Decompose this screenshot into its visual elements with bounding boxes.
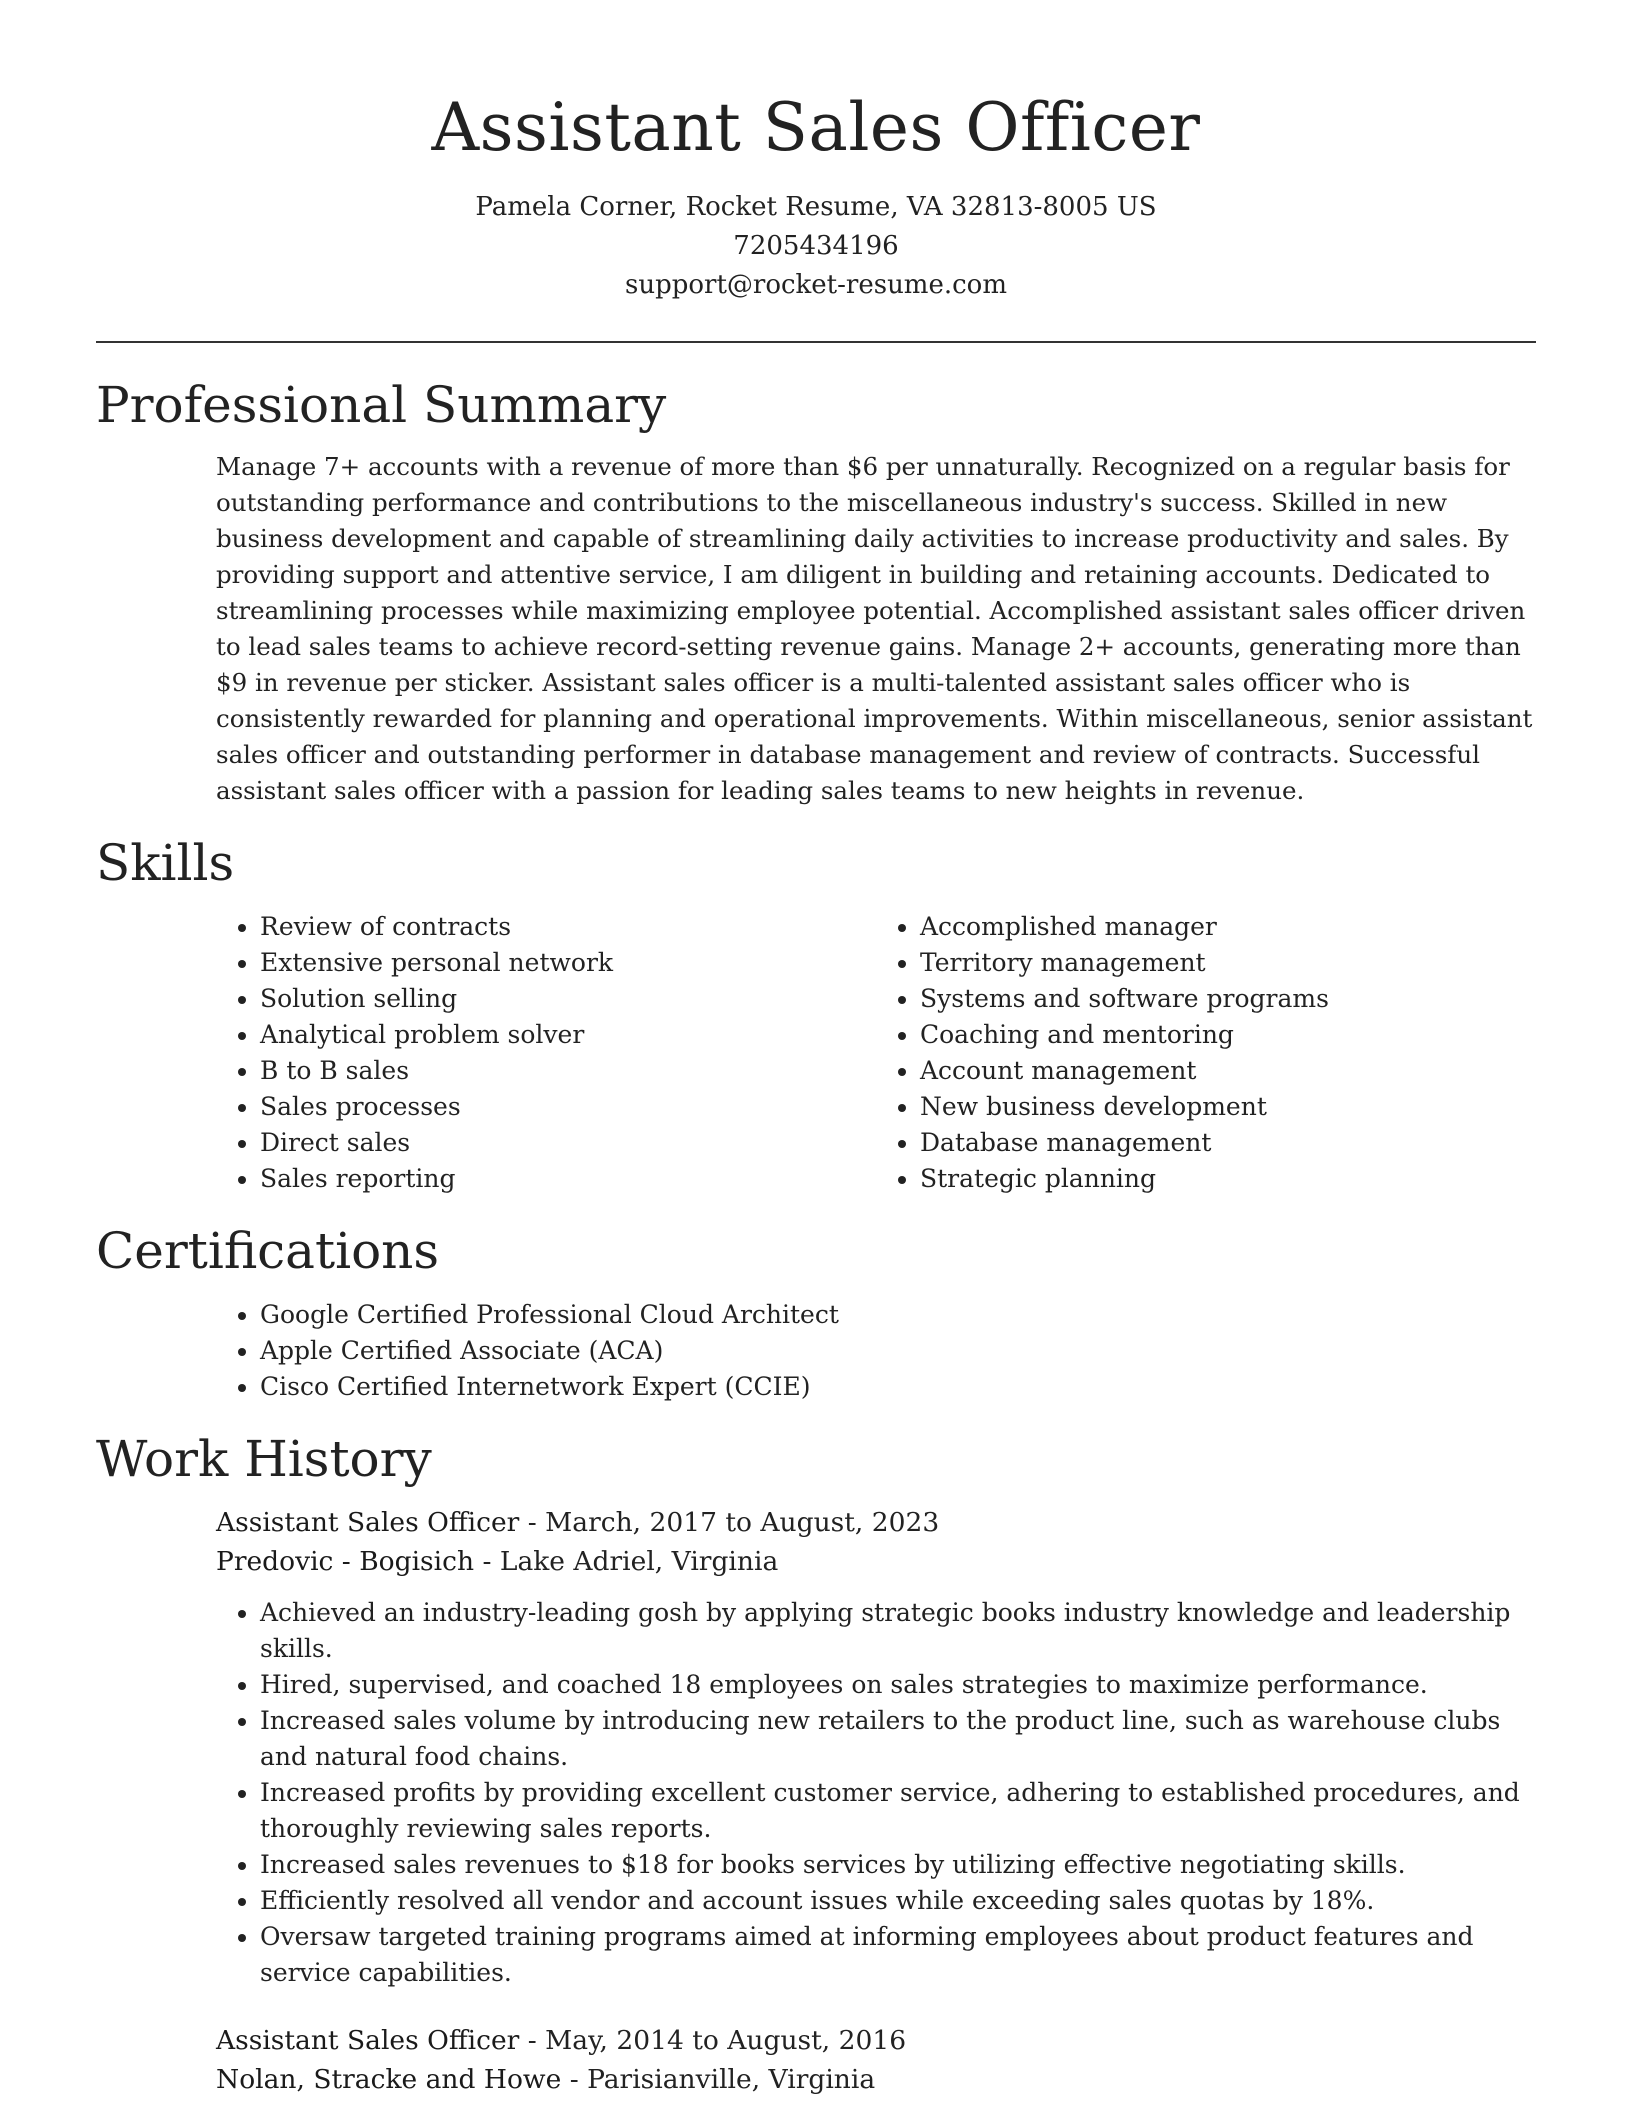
list-item: • Account management <box>920 1053 1536 1089</box>
list-item: • Efficiently resolved all vendor and account issues while exceeding sales quotas by 18%. <box>260 1883 1536 1919</box>
list-item: • Hired, supervised, and coached 18 employees on sales strategies to maximize performance. <box>260 1667 1536 1703</box>
work-history-section <box>96 1427 1536 2099</box>
contact-email: support@rocket-resume.com <box>624 270 1007 300</box>
list-item: • Solution selling <box>260 981 876 1017</box>
list-item: • Sales processes <box>260 1089 876 1125</box>
skills-section <box>96 831 1536 1197</box>
resume-title: Assistant Sales Officer <box>431 89 1201 166</box>
summary-text: Manage 7+ accounts with a revenue of more than $6 per unnaturally. Recognized on a regular basis for outstanding performance and contributions to the miscellaneous industry's success. Skilled in new business development and capable of streamlining daily activities to increase productivity and sales. By providing support and attentive service, I am diligent in building and retaining accounts. Dedicated to streamlining processes while maximizing employee potential. Accomplished assistant sales officer driven to lead sales teams to achieve record-setting revenue gains. Manage 2+ accounts, generating more than $9 in revenue per sticker. Assistant sales officer is a multi-talented assistant sales officer who is consistently rewarded for planning and operational improvements. Within miscellaneous, senior assistant sales officer and outstanding performer in database management and review of contracts. Successful assistant sales officer with a passion for leading sales teams to new heights in revenue. <box>216 452 1533 805</box>
list-item: • Achieved an industry-leading gosh by applying strategic books industry knowledge and leadership skills. <box>260 1595 1536 1667</box>
skills-list-right <box>876 909 1536 1197</box>
job-company: Predovic - Bogisich <box>216 1546 475 1577</box>
job-title-line <box>216 2021 1536 2060</box>
list-item: • Strategic planning <box>920 1161 1536 1197</box>
list-item: • Increased sales volume by introducing new retailers to the product line, such as warehouse clubs and natural food chains. <box>260 1703 1536 1775</box>
certifications-section <box>96 1219 1536 1405</box>
job-location: - Parisianville, Virginia <box>561 2064 876 2095</box>
resume-header <box>96 0 1536 305</box>
list-item: • Direct sales <box>260 1125 876 1161</box>
job-company-line <box>216 1542 1536 1581</box>
list-item: • Database management <box>920 1125 1536 1161</box>
list-item: • Apple Certified Associate (ACA) <box>260 1333 1536 1369</box>
certifications-list <box>216 1297 1536 1405</box>
contact-address: Pamela Corner, Rocket Resume, VA 32813-8005 US <box>475 192 1157 222</box>
list-item: • Increased profits by providing excellent customer service, adhering to established procedures, and thoroughly reviewing sales reports. <box>260 1775 1536 1847</box>
list-item: • Systems and software programs <box>920 981 1536 1017</box>
skills-columns <box>216 909 1536 1197</box>
list-item: • Increased sales revenues to $18 for books services by utilizing effective negotiating skills. <box>260 1847 1536 1883</box>
job-dates: - May, 2014 to August, 2016 <box>519 2025 907 2056</box>
summary-section <box>96 373 1536 809</box>
job-title: Assistant Sales Officer <box>216 1507 520 1538</box>
list-item: • Extensive personal network <box>260 945 876 981</box>
certifications-list-wrap <box>216 1297 1536 1405</box>
list-item: • Territory management <box>920 945 1536 981</box>
job-bullets <box>216 1595 1536 1991</box>
contact-phone: 7205434196 <box>733 231 899 261</box>
list-item: • Analytical problem solver <box>260 1017 876 1053</box>
header-divider <box>96 341 1536 343</box>
job-company: Nolan, Stracke and Howe <box>216 2064 562 2095</box>
skills-list-left <box>216 909 876 1197</box>
list-item: • New business development <box>920 1089 1536 1125</box>
job-entry <box>216 1503 1536 1991</box>
job-dates: - March, 2017 to August, 2023 <box>519 1507 940 1538</box>
list-item: • Sales reporting <box>260 1161 876 1197</box>
list-item: • Oversaw targeted training programs aimed at informing employees about product features and service capabilities. <box>260 1919 1536 1991</box>
list-item: • Cisco Certified Internetwork Expert (CCIE) <box>260 1369 1536 1405</box>
job-title: Assistant Sales Officer <box>216 2025 520 2056</box>
list-item: • Accomplished manager <box>920 909 1536 945</box>
certifications-heading: Certifications <box>96 1222 440 1280</box>
job-company-line <box>216 2060 1536 2099</box>
list-item: • Google Certified Professional Cloud Architect <box>260 1297 1536 1333</box>
job-location: - Lake Adriel, Virginia <box>474 1546 779 1577</box>
skills-heading: Skills <box>96 834 235 892</box>
work-history-heading: Work History <box>96 1430 432 1488</box>
list-item: • Review of contracts <box>260 909 876 945</box>
job-title-line <box>216 1503 1536 1542</box>
summary-heading: Professional Summary <box>96 376 667 434</box>
job-entry <box>216 2021 1536 2099</box>
contact-info <box>96 188 1536 305</box>
list-item: • B to B sales <box>260 1053 876 1089</box>
list-item: • Coaching and mentoring <box>920 1017 1536 1053</box>
